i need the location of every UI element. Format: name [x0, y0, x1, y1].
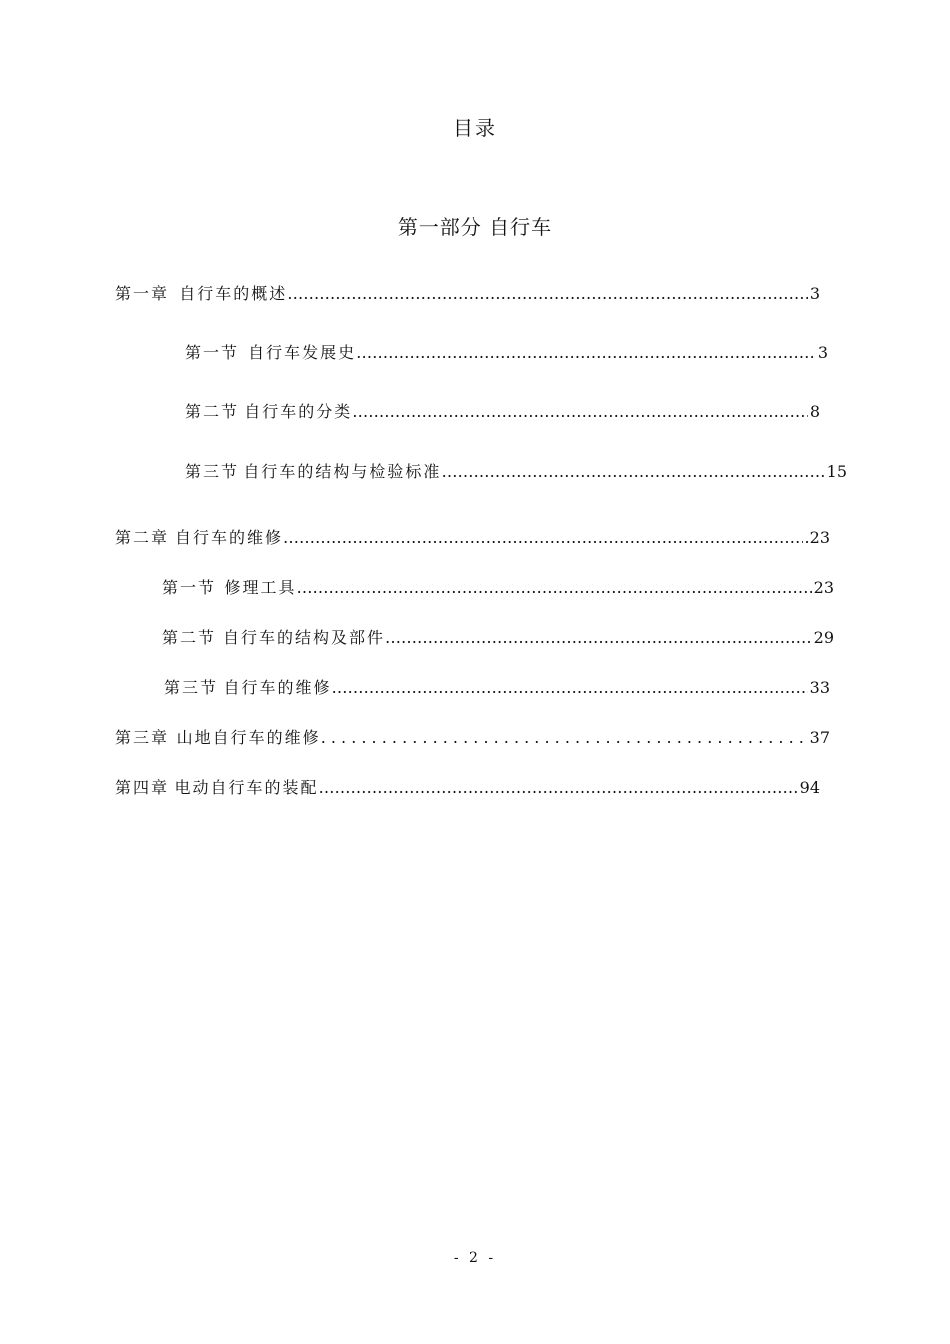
toc-leader	[283, 527, 803, 549]
toc-leader	[385, 627, 812, 649]
toc-entry-page: 23	[813, 578, 834, 597]
toc-entry-page: 33	[809, 678, 830, 697]
toc-entry-number: 第四章	[115, 778, 170, 797]
toc-entry-section-1-2[interactable]	[185, 401, 820, 423]
toc-title: 目录	[453, 116, 497, 140]
toc-entry-page: 8	[809, 402, 820, 421]
toc-entry-section-2-1[interactable]	[162, 577, 834, 599]
toc-entry-number: 第三节	[185, 462, 240, 481]
toc-entry-chapter-2[interactable]	[115, 527, 830, 549]
toc-entry-label: 自行车的结构及部件	[223, 628, 386, 647]
part-title: 第一部分 自行车	[397, 215, 553, 239]
toc-entry-number: 第一章	[115, 284, 170, 303]
toc-entry-chapter-1[interactable]	[115, 283, 820, 305]
toc-entry-label: 自行车发展史	[248, 343, 357, 362]
toc-entry-chapter-4[interactable]	[115, 777, 820, 799]
toc-entry-number: 第一节	[162, 578, 217, 597]
toc-leader	[321, 727, 808, 749]
toc-entry-number: 第三章	[115, 728, 170, 747]
toc-entry-number: 第一节	[185, 343, 240, 362]
toc-entry-number: 第二章	[115, 528, 170, 547]
toc-leader	[319, 777, 798, 799]
toc-entry-section-2-3[interactable]	[164, 677, 830, 699]
page-number-footer: - 2 -	[453, 1250, 497, 1266]
toc-entry-number: 第二节	[162, 628, 217, 647]
toc-entry-label: 电动自行车的装配	[174, 778, 319, 797]
toc-leader	[441, 461, 824, 483]
toc-entry-section-2-2[interactable]	[162, 627, 834, 649]
toc-entry-label: 自行车的概述	[179, 284, 288, 303]
toc-entry-number: 第三节	[164, 678, 219, 697]
toc-leader	[356, 342, 816, 364]
toc-entry-chapter-3[interactable]	[115, 727, 830, 749]
toc-entry-label: 自行车的结构与检验标准	[243, 462, 442, 481]
toc-entry-number: 第二节	[185, 402, 240, 421]
toc-entry-section-1-3[interactable]	[185, 461, 847, 483]
toc-leader	[352, 401, 808, 423]
toc-entry-page: 29	[813, 628, 834, 647]
toc-entry-label: 自行车的维修	[175, 528, 284, 547]
toc-leader	[297, 577, 812, 599]
toc-leader	[287, 283, 808, 305]
toc-leader	[332, 677, 808, 699]
toc-entry-page: 15	[826, 462, 847, 481]
toc-entry-page: 3	[809, 284, 820, 303]
toc-entry-page: 37	[809, 728, 830, 747]
toc-entry-label: 自行车的分类	[244, 402, 353, 421]
toc-entry-page: 94	[799, 778, 820, 797]
toc-entry-label: 修理工具	[224, 578, 297, 597]
toc-entry-page: 3	[817, 343, 828, 362]
toc-entry-label: 自行车的维修	[223, 678, 332, 697]
toc-entry-section-1-1[interactable]	[185, 342, 828, 364]
toc-entry-page: .23	[804, 528, 830, 547]
toc-entry-label: 山地自行车的维修	[176, 728, 321, 747]
